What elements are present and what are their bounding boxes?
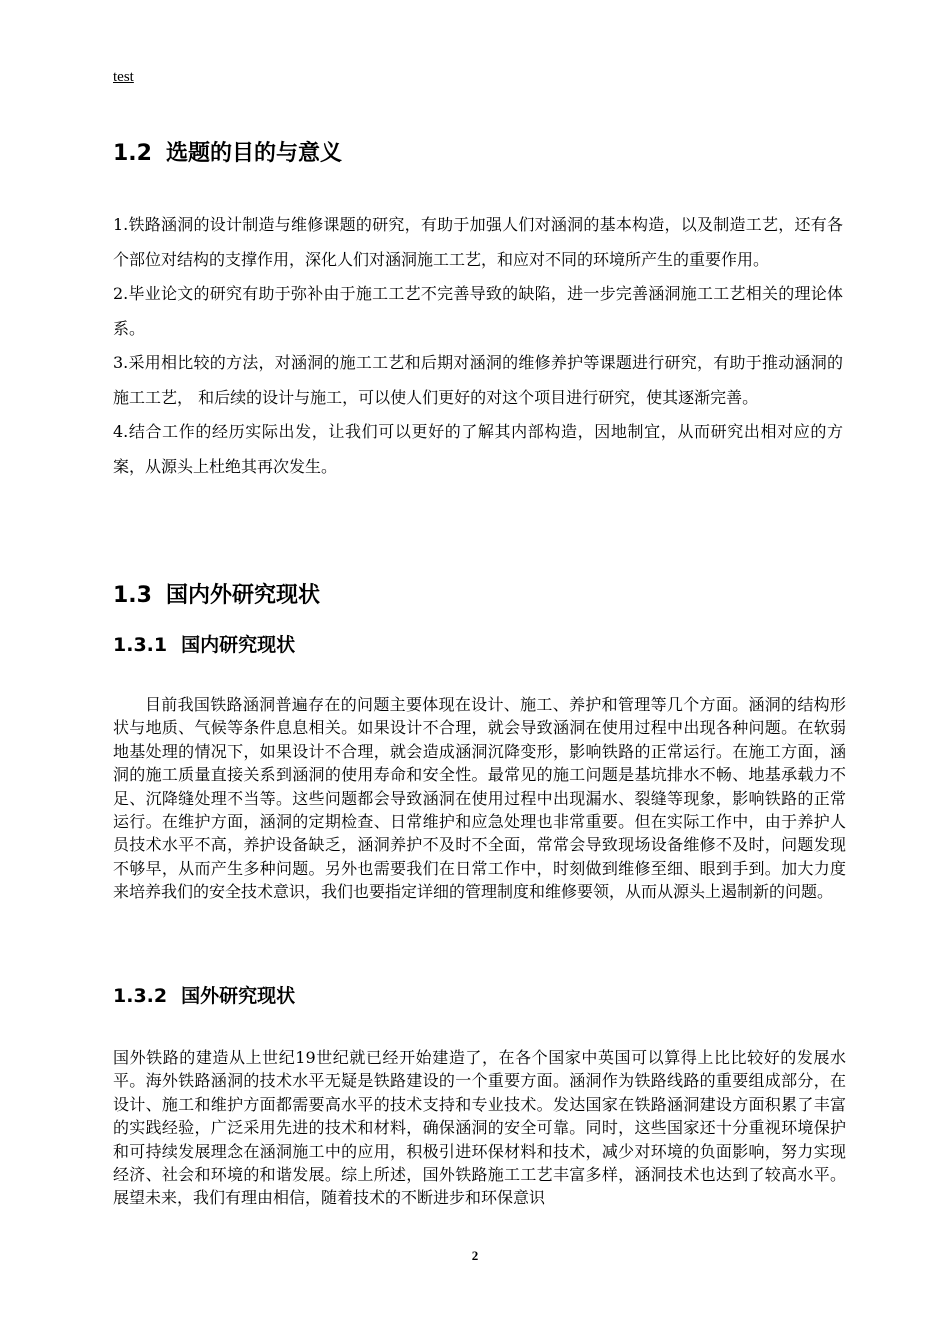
list-item: 2.毕业论文的研究有助于弥补由于施工工艺不完善导致的缺陷，进一步完善涵洞施工工艺相关的理论体系。 (113, 284, 843, 338)
section-1-3-heading (113, 581, 320, 611)
list-item: 1.铁路涵洞的设计制造与维修课题的研究，有助于加强人们对涵洞的基本构造，以及制造工艺，还有各个部位对结构的支撑作用，深化人们对涵洞施工工艺，和应对不同的环境所产生的重要作用。 (113, 215, 843, 269)
section-title: 选题的目的与意义 (165, 141, 342, 166)
list-item: 4.结合工作的经历实际出发，让我们可以更好的了解其内部构造，因地制宜，从而研究出相对应的方案，从源头上杜绝其再次发生。 (113, 422, 843, 476)
domestic-research-paragraph: 目前我国铁路涵洞普遍存在的问题主要体现在设计、施工、养护和管理等几个方面。涵洞的结构形状与地质、气候等条件息息相关。如果设计不合理，就会导致涵洞在使用过程中出现各种问题。在软弱地基处理的情况下，如果设计不合理，就会造成涵洞沉降变形，影响铁路的正常运行。在施工方面，涵洞的施工质量直接关系到涵洞的使用寿命和安全性。最常见的施工问题是基坑排水不畅、地基承载力不足、沉降缝处理不当等。这些问题都会导致涵洞在使用过程中出现漏水、裂缝等现象，影响铁路的正常运行。在维护方面，涵洞的定期检查、日常维护和应急处理也非常重要。但在实际工作中，由于养护人员技术水平不高，养护设备缺乏，涵洞养护不及时不全面，常常会导致现场设备维修不及时，问题发现不够早，从而产生多种问题。另外也需要我们在日常工作中，时刻做到维修至细、眼到手到。加大力度来培养我们的安全技术意识，我们也要指定详细的管理制度和维修要领，从而从源头上遏制新的问题。 (113, 695, 846, 902)
section-title: 国外研究现状 (181, 985, 296, 1007)
section-title: 国内外研究现状 (165, 583, 320, 608)
section-number: 1.3 (113, 583, 152, 608)
section-number: 1.3.2 (113, 985, 168, 1007)
section-1-3-1-heading (113, 632, 295, 658)
section-title: 国内研究现状 (181, 634, 296, 656)
section-1-3-2-heading (113, 983, 295, 1009)
section-number: 1.3.1 (113, 634, 168, 656)
list-item: 3.采用相比较的方法，对涵洞的施工工艺和后期对涵洞的维修养护等课题进行研究，有助于推动涵洞的施工工艺， 和后续的设计与施工，可以使人们更好的对这个项目进行研究，使其逐渐完善。 (113, 353, 843, 407)
foreign-research-paragraph: 国外铁路的建造从上世纪19世纪就已经开始建造了，在各个国家中英国可以算得上比比较好的发展水平。海外铁路涵洞的技术水平无疑是铁路建设的一个重要方面。涵洞作为铁路线路的重要组成部分，在设计、施工和维护方面都需要高水平的技术支持和专业技术。发达国家在铁路涵洞建设方面积累了丰富的实践经验，广泛采用先进的技术和材料，确保涵洞的安全可靠。同时，这些国家还十分重视环境保护和可持续发展理念在涵洞施工中的应用，积极引进环保材料和技术，减少对环境的负面影响，努力实现经济、社会和环境的和谐发展。综上所述，国外铁路施工工艺丰富多样，涵洞技术也达到了较高水平。展望未来，我们有理由相信，随着技术的不断进步和环保意识 (113, 1048, 846, 1208)
section-1-2-heading (113, 139, 342, 169)
header-link[interactable]: test (113, 69, 134, 85)
page-number: 2 (471, 1248, 479, 1263)
purpose-list (113, 208, 843, 484)
section-number: 1.2 (113, 141, 152, 166)
